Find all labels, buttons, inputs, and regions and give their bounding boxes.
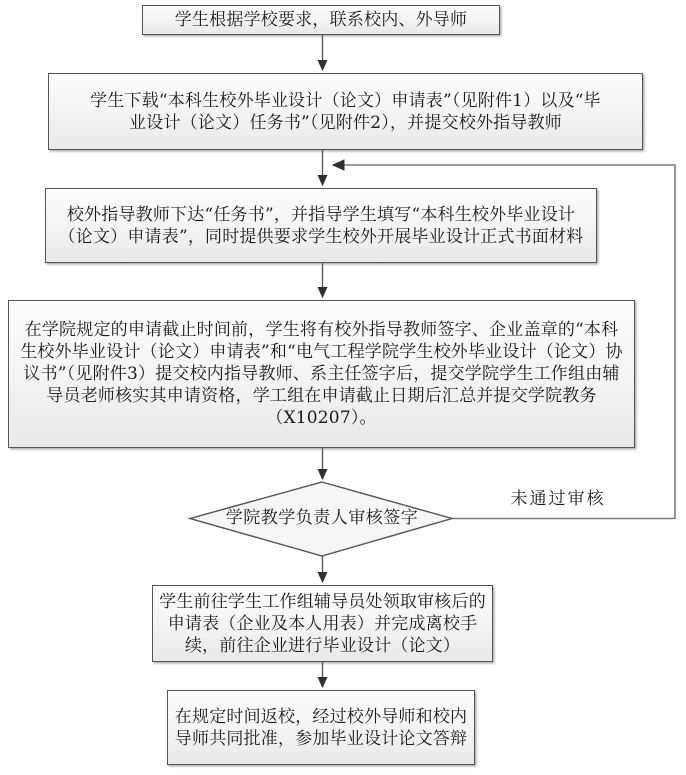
step-external-tutor-task: 校外指导教师下达“任务书”，并指导学生填写“本科生校外毕业设计（论文）申请表”，同时提供要求学生校外开展毕业设计正式书面材料 xyxy=(45,188,597,263)
step-return-defense: 在规定时间返校，经过校外导师和校内导师共同批准，参加毕业设计论文答辩 xyxy=(167,690,475,765)
step-submit-signed-forms: 在学院规定的申请截止时间前，学生将有校外指导教师签字、企业盖章的“本科生校外毕业设计（论文）申请表”和“电气工程学院学生校外毕业设计（论文）协议书”（见附件3）提交校内指导教师、系主任签字后，提交学院学生工作组由辅导员老师核实其申请资格，学工组在申请截止日期后汇总并提交学院教务（X10207）。 xyxy=(8,300,635,448)
step-contact-tutors: 学生根据学校要求，联系校内、外导师 xyxy=(142,5,500,35)
reject-branch-label: 未通过审核 xyxy=(510,489,606,509)
step-collect-forms-leave: 学生前往学生工作组辅导员处领取审核后的申请表（企业及本人用表）并完成离校手续，前往企业进行毕业设计（论文） xyxy=(152,585,493,662)
decision-review-sign: 学院教学负责人审核签字 xyxy=(225,508,419,528)
step-download-forms: 学生下载“本科生校外毕业设计（论文）申请表”（见附件1）以及“毕业设计（论文）任务书”（见附件2），并提交校外指导教师 xyxy=(48,73,643,150)
